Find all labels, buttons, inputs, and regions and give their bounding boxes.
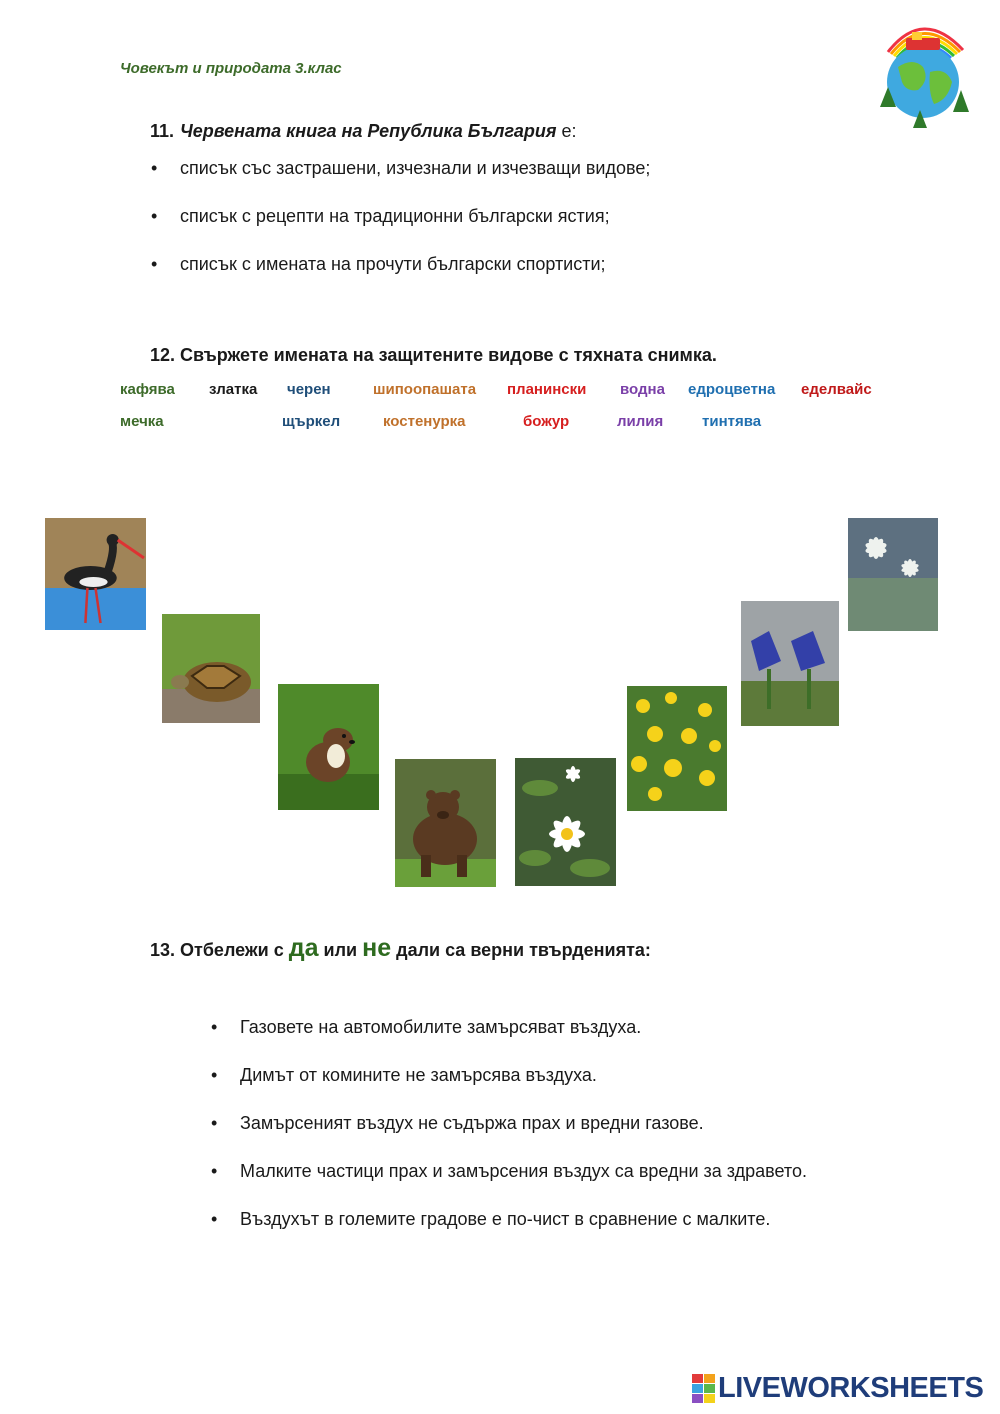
q13-statements: [211, 1015, 807, 1255]
black-stork-photo[interactable]: [45, 518, 146, 630]
marten-photo[interactable]: [278, 684, 379, 810]
word-tile[interactable]: черен: [287, 381, 331, 398]
question-title: [180, 121, 576, 142]
globeflower-photo[interactable]: [627, 686, 727, 811]
question-number: 13.: [150, 940, 176, 960]
word-tile[interactable]: щъркел: [282, 413, 341, 430]
question-number: 11.: [150, 121, 175, 141]
liveworksheets-logo-icon: [692, 1374, 716, 1406]
word-tile[interactable]: шипоопашата: [373, 381, 477, 398]
red-book-title: Червената книга на Република България: [180, 121, 557, 141]
word-tile[interactable]: еделвайс: [801, 381, 872, 398]
brown-bear-photo[interactable]: [395, 759, 496, 887]
question-title-suffix: е:: [556, 121, 577, 141]
worksheet-subject: Човекът и природата 3.клас: [120, 60, 342, 77]
answer-option[interactable]: • списък с имената на прочути български спортисти;: [151, 254, 606, 274]
question-title: Свържете имената на защитените видове с тяхната снимка.: [180, 345, 717, 365]
no-word: не: [362, 934, 392, 962]
question-number: 12.: [150, 345, 176, 365]
word-tile[interactable]: божур: [523, 413, 570, 430]
brand-name[interactable]: LIVEWORKSHEETS: [718, 1372, 984, 1404]
answer-option[interactable]: • списък със застрашени, изчезнали и изчезващи видове;: [151, 158, 651, 178]
question-title: Отбележи с да или не дали са верни твърденията:: [180, 934, 651, 962]
word-tile[interactable]: златка: [209, 381, 258, 398]
statement-item[interactable]: • Въздухът в големите градове е по-чист в сравнение с малките.: [211, 1209, 771, 1229]
word-tile[interactable]: планински: [507, 381, 587, 398]
word-tile[interactable]: мечка: [120, 413, 164, 430]
word-tile[interactable]: кафява: [120, 381, 175, 398]
earth-globe-icon: [868, 12, 978, 130]
statement-item[interactable]: • Малките частици прах и замърсения въздух са вредни за здравето.: [211, 1161, 807, 1181]
q11-options: [151, 156, 651, 300]
word-tile[interactable]: костенурка: [383, 413, 466, 430]
tortoise-photo[interactable]: [162, 614, 260, 723]
word-tile[interactable]: водна: [620, 381, 665, 398]
water-lily-photo[interactable]: [515, 758, 616, 886]
statement-item[interactable]: • Димът от комините не замърсява въздуха.: [211, 1065, 597, 1085]
edelweiss-photo[interactable]: [848, 518, 938, 631]
yes-word: да: [288, 934, 319, 962]
gentian-photo[interactable]: [741, 601, 839, 726]
word-tile[interactable]: тинтява: [702, 413, 762, 430]
statement-item[interactable]: • Газовете на автомобилите замърсяват въздуха.: [211, 1017, 642, 1037]
answer-option[interactable]: • списък с рецепти на традиционни български ястия;: [151, 206, 610, 226]
word-tile[interactable]: едроцветна: [688, 381, 776, 398]
word-tile[interactable]: лилия: [617, 413, 664, 430]
statement-item[interactable]: • Замърсеният въздух не съдържа прах и вредни газове.: [211, 1113, 704, 1133]
